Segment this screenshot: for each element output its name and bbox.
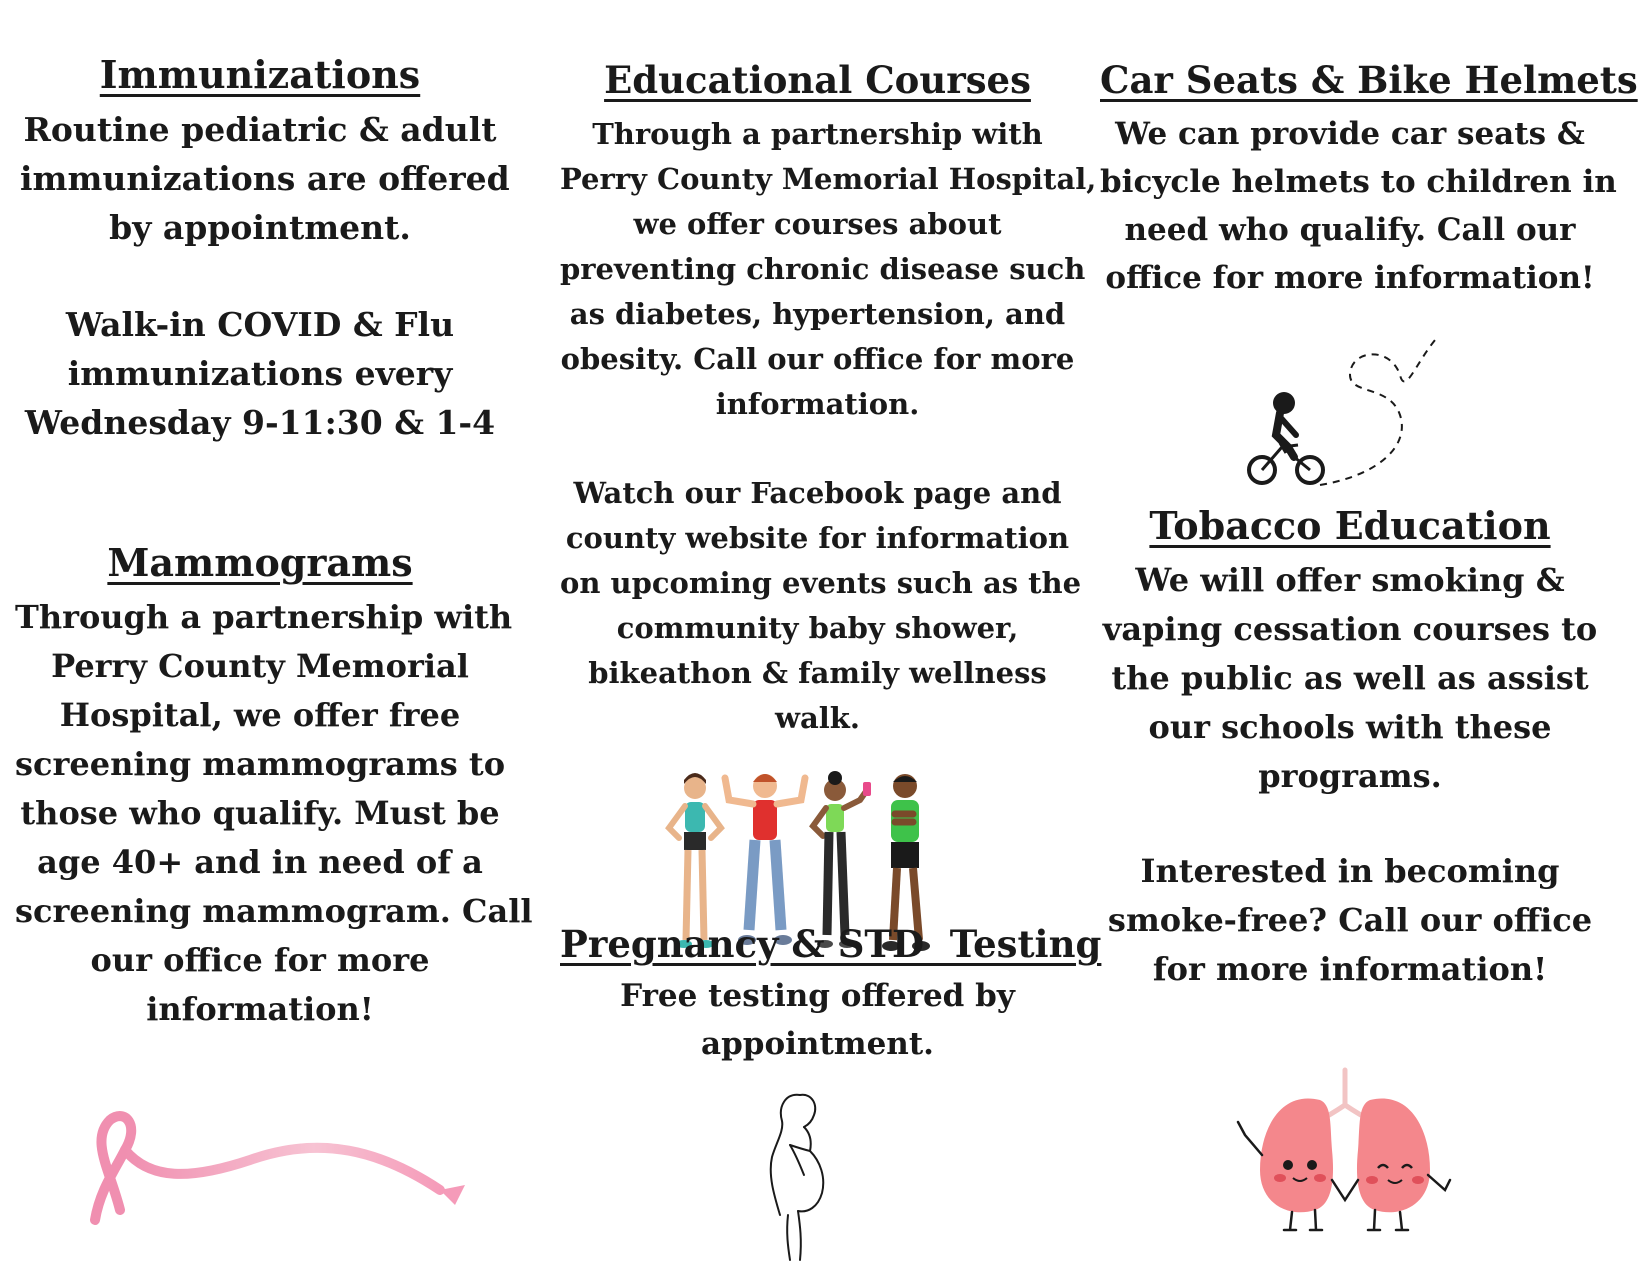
text-line: We can provide car seats &: [1115, 116, 1585, 152]
text-line: the public as well as assist: [1111, 659, 1589, 697]
educational-courses-title: Educational Courses: [604, 58, 1031, 102]
text-line: office for more information!: [1105, 260, 1595, 296]
tobacco-title: Tobacco Education: [1149, 503, 1551, 548]
car-seats-text: [1100, 110, 1617, 302]
pink-ribbon-icon: [80, 1110, 480, 1230]
text-line: we offer courses about: [633, 207, 1002, 241]
text-line: community baby shower,: [616, 611, 1019, 645]
text-line: obesity. Call our office for more: [560, 342, 1075, 376]
text-line: Hospital, we offer free: [59, 696, 461, 734]
mammograms-text: [15, 593, 533, 1034]
text-line: information.: [715, 387, 920, 421]
text-line: for more information!: [1152, 950, 1548, 988]
text-line: bicycle helmets to children in: [1100, 164, 1617, 200]
text-line: appointment.: [701, 1026, 934, 1062]
text-line: screening mammograms to: [15, 745, 506, 783]
text-line: Through a partnership with: [592, 117, 1043, 151]
immunizations-title: Immunizations: [99, 52, 421, 97]
text-line: by appointment.: [109, 208, 411, 247]
text-line: those who qualify. Must be: [20, 794, 500, 832]
child-bike-icon: [1240, 335, 1450, 495]
text-line: screening mammogram. Call: [15, 892, 533, 930]
text-line: We will offer smoking &: [1135, 561, 1565, 599]
text-line: Wednesday 9-11:30 & 1-4: [24, 403, 496, 442]
text-line: preventing chronic disease such: [560, 252, 1086, 286]
text-line: information!: [146, 990, 374, 1028]
text-line: Interested in becoming: [1140, 852, 1560, 890]
text-line: on upcoming events such as the: [560, 566, 1082, 600]
text-line: Watch our Facebook page and: [573, 476, 1062, 510]
mammograms-section: [15, 540, 533, 1034]
pregnancy-testing-text: [560, 972, 1075, 1068]
text-line: walk.: [775, 701, 860, 735]
text-line: vaping cessation courses to: [1102, 610, 1598, 648]
text-line: as diabetes, hypertension, and: [569, 297, 1066, 331]
text-line: Perry County Memorial Hospital,: [560, 162, 1097, 196]
happy-lungs-icon: [1220, 1060, 1470, 1235]
text-line: immunizations every: [67, 354, 453, 393]
text-line: Walk-in COVID & Flu: [65, 305, 455, 344]
text-line: bikeathon & family wellness: [588, 656, 1047, 690]
pregnant-woman-icon: [760, 1085, 840, 1265]
educational-courses-text: [560, 112, 1097, 427]
car-seats-title: Car Seats & Bike Helmets: [1100, 58, 1638, 102]
text-line: immunizations are offered: [20, 159, 510, 198]
events-text: [560, 471, 1082, 741]
text-line: Routine pediatric & adult: [23, 110, 497, 149]
immunizations-section: [20, 52, 510, 447]
pregnancy-testing-title: Pregnancy & STD Testing: [560, 922, 1102, 966]
text-line: our office for more: [90, 941, 430, 979]
tobacco-section: [1100, 503, 1600, 994]
text-line: Through a partnership with: [15, 598, 513, 636]
smoke-free-text: [1100, 847, 1600, 994]
pregnancy-testing-section: [560, 922, 1102, 1068]
text-line: Free testing offered by: [620, 978, 1015, 1014]
tobacco-text: [1100, 556, 1600, 801]
car-seats-section: [1100, 58, 1638, 302]
mammograms-title: Mammograms: [107, 540, 413, 585]
text-line: Perry County Memorial: [51, 647, 469, 685]
text-line: age 40+ and in need of a: [37, 843, 483, 881]
text-line: need who qualify. Call our: [1124, 212, 1576, 248]
text-line: our schools with these: [1148, 708, 1552, 746]
educational-courses-section: [560, 58, 1097, 741]
text-line: county website for information: [565, 521, 1070, 555]
text-line: programs.: [1258, 757, 1442, 795]
text-line: smoke-free? Call our office: [1107, 901, 1593, 939]
immunizations-walkin-text: [20, 300, 500, 447]
immunizations-text: [20, 105, 510, 252]
